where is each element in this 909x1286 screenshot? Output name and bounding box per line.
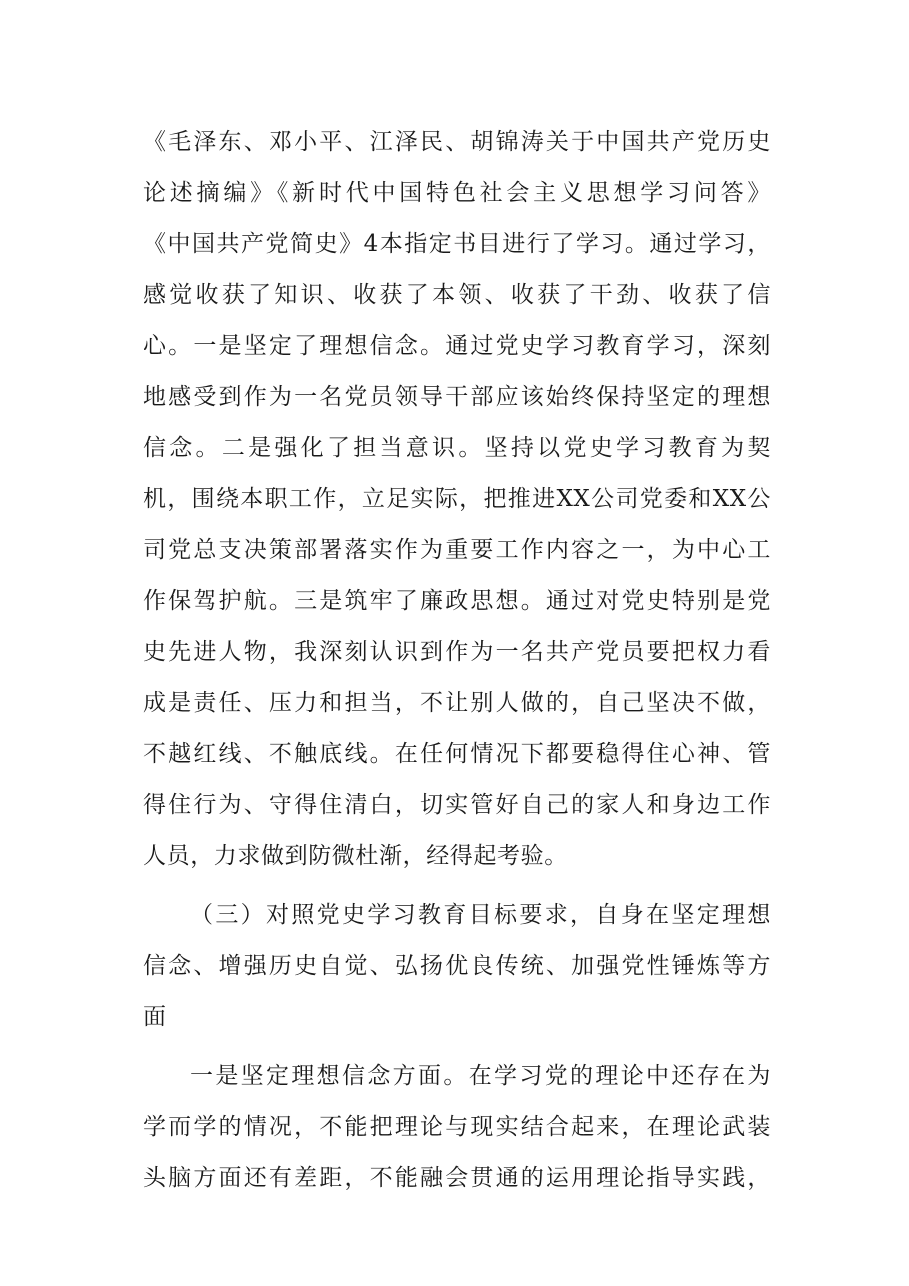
paragraph-1-line: 论述摘编》《新时代中国特色社会主义思想学习问答》 [143, 180, 771, 206]
paragraph-1-line: 感觉收获了知识、收获了本领、收获了干劲、收获了信 [143, 282, 771, 308]
paragraph-1-line: 《毛泽东、邓小平、江泽民、胡锦涛关于中国共产党历史 [143, 129, 771, 155]
paragraph-1-line: 信念。二是强化了担当意识。坚持以党史学习教育为契 [143, 435, 771, 461]
paragraph-1-line: 地感受到作为一名党员领导干部应该始终保持坚定的理想 [143, 384, 771, 410]
paragraph-1-line: 人员，力求做到防微杜渐，经得起考验。 [143, 843, 568, 869]
paragraph-1-line: 不越红线、不触底线。在任何情况下都要稳得住心神、管 [143, 741, 771, 767]
paragraph-2-line: 头脑方面还有差距，不能融会贯通的运用理论指导实践， [143, 1165, 771, 1191]
paragraph-1-line: 成是责任、压力和担当，不让别人做的，自己坚决不做， [143, 690, 771, 716]
paragraph-1-line: 史先进人物，我深刻认识到作为一名共产党员要把权力看 [143, 639, 771, 665]
paragraph-1-line: 心。一是坚定了理想信念。通过党史学习教育学习，深刻 [143, 333, 771, 359]
paragraph-1-line: 得住行为、守得住清白，切实管好自己的家人和身边工作 [143, 792, 771, 818]
paragraph-1-line: 司党总支决策部署落实作为重要工作内容之一，为中心工 [143, 537, 771, 563]
section-heading-line: 信念、增强历史自觉、弘扬优良传统、加强党性锤炼等方 [143, 953, 771, 979]
paragraph-1-line: 机，围绕本职工作，立足实际，把推进XX公司党委和XX公 [143, 486, 771, 512]
section-heading-line: （三）对照党史学习教育目标要求，自身在坚定理想 [190, 902, 771, 928]
paragraph-2-line: 学而学的情况，不能把理论与现实结合起来，在理论武装 [143, 1114, 771, 1140]
section-heading-line: 面 [143, 1004, 167, 1030]
paragraph-2-line: 一是坚定理想信念方面。在学习党的理论中还存在为 [190, 1063, 771, 1089]
paragraph-1-line: 《中国共产党简史》4本指定书目进行了学习。通过学习， [143, 231, 771, 257]
paragraph-1-line: 作保驾护航。三是筑牢了廉政思想。通过对党史特别是党 [143, 588, 771, 614]
